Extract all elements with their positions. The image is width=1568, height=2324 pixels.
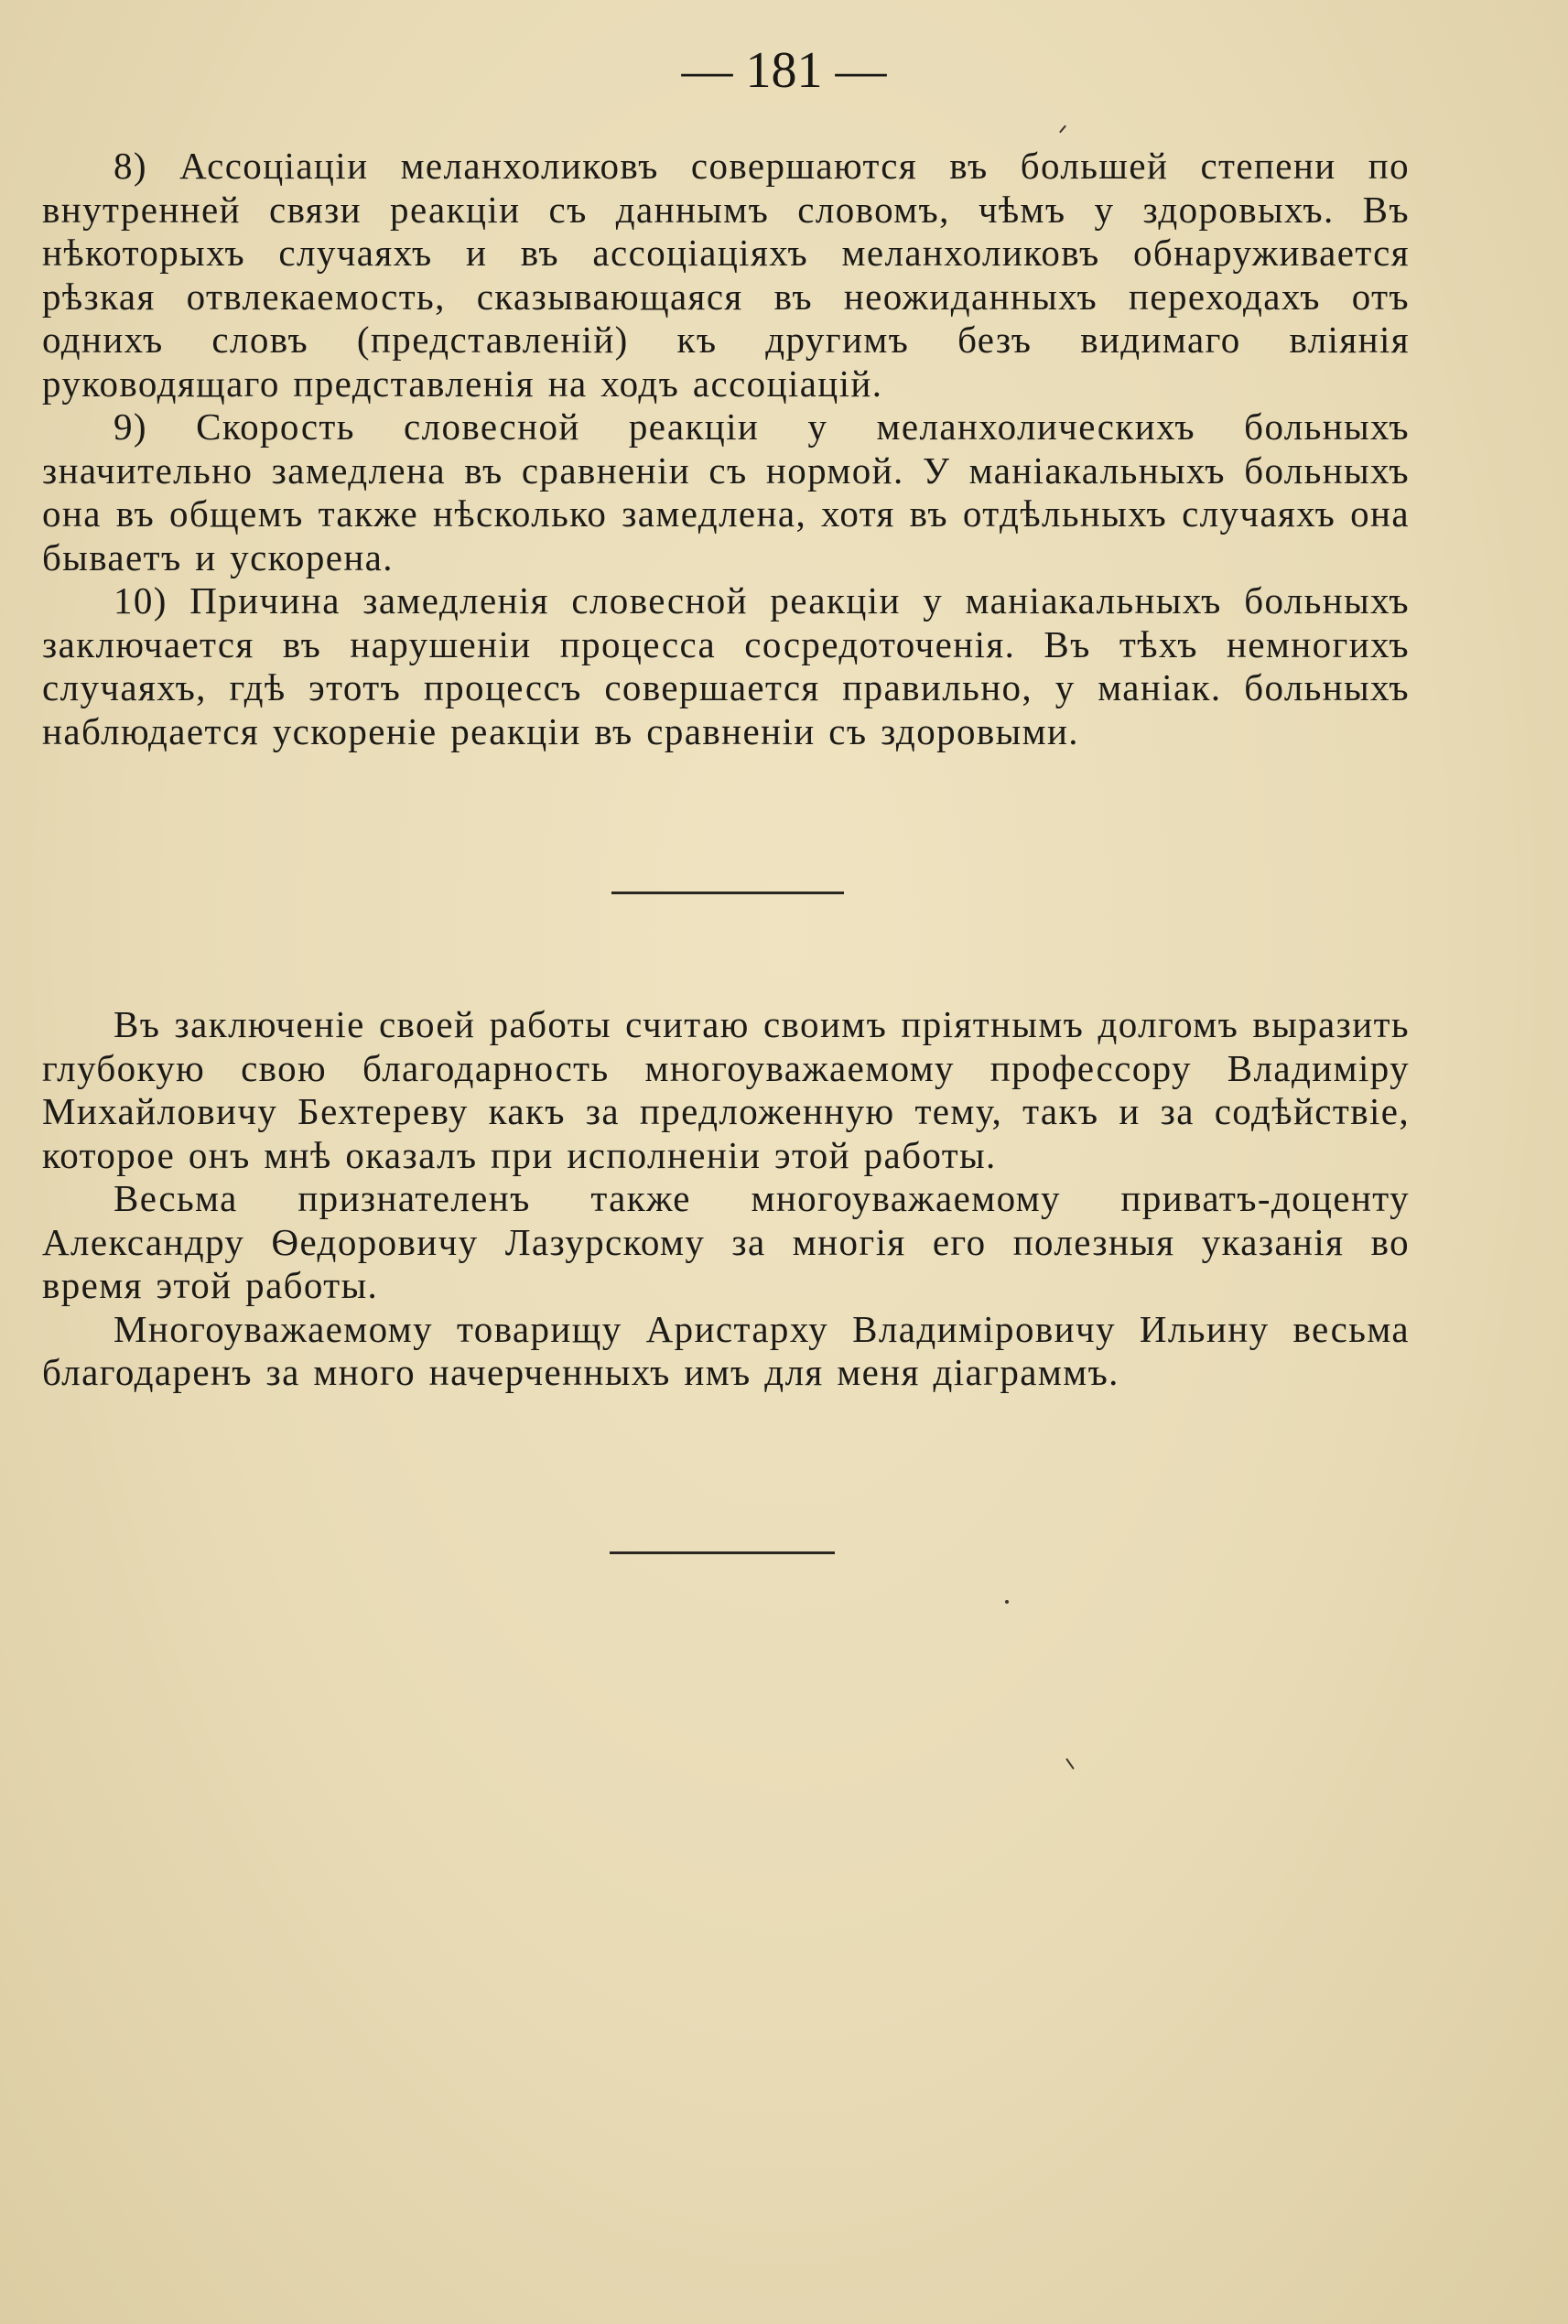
conclusions-section [42, 145, 1410, 753]
acknowledgement-paragraph: Весьма признателенъ также многоуважаемому приватъ-доценту Александру Ѳедоровичу Лазурскому за многія его полезныя указанія во время этой работы. [42, 1177, 1410, 1306]
acknowledgement-paragraph: Многоуважаемому товарищу Аристарху Владиміровичу Ильину весьма благодаренъ за много начерченныхъ имъ для меня діаграммъ. [42, 1307, 1410, 1393]
conclusion-paragraph-8: 8) Ассоціаціи меланхоликовъ совершаются въ большей степени по внутренней связи реакціи съ даннымъ словомъ, чѣмъ у здоровыхъ. Въ нѣкоторыхъ случаяхъ и въ ассоціаціяхъ меланхоликовъ обнаруживается рѣзкая отвлекаемость, сказывающаяся въ неожиданныхъ переходахъ отъ однихъ словъ (представленій) къ другимъ безъ видимаго вліянія руководящаго представленія на ходъ ассоціацій. [42, 145, 1410, 405]
acknowledgements-section [42, 1003, 1410, 1395]
page-number: — 181 — [681, 42, 887, 99]
paper-scratch [1059, 125, 1066, 134]
paper-speck [1005, 1600, 1009, 1604]
paper-scratch [1065, 1758, 1075, 1770]
conclusion-paragraph-9: 9) Скорость словесной реакціи у меланхолическихъ больныхъ значительно замедлена въ сравненіи съ нормой. У маніакальныхъ больныхъ она въ общемъ также нѣсколько замедлена, хотя въ отдѣльныхъ случаяхъ она бываетъ и ускорена. [42, 405, 1410, 578]
conclusion-paragraph-10: 10) Причина замедленія словесной реакціи у маніакальныхъ больныхъ заключается въ нарушеніи процесса сосредоточенія. Въ тѣхъ немногихъ случаяхъ, гдѣ этотъ процессъ совершается правильно, у маніак. больныхъ наблюдается ускореніе реакціи въ сравненіи съ здоровыми. [42, 579, 1410, 752]
closing-divider-rule [610, 1551, 835, 1554]
section-divider-rule [611, 892, 844, 894]
acknowledgement-paragraph: Въ заключеніе своей работы считаю своимъ пріятнымъ долгомъ выразить глубокую свою благодарность многоуважаемому профессору Владиміру Михайловичу Бехтереву какъ за предложенную тему, такъ и за содѣйствіе, которое онъ мнѣ оказалъ при исполненіи этой работы. [42, 1003, 1410, 1176]
